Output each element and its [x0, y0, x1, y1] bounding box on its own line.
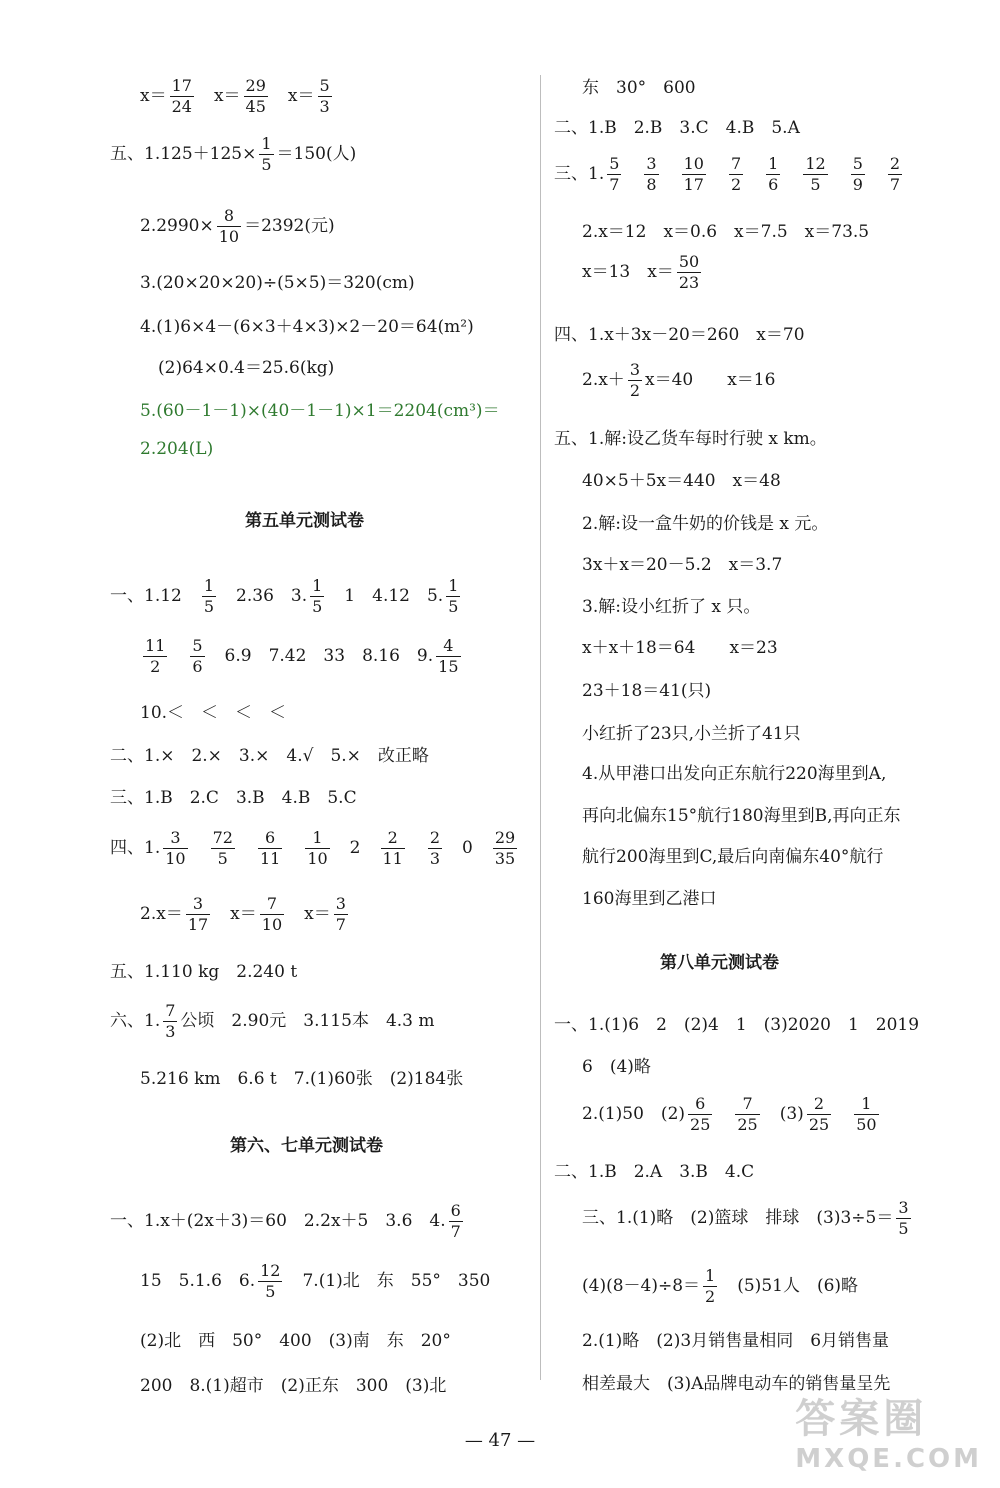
answer-line: 2.解:设一盒牛奶的价钱是 x 元。	[582, 514, 829, 534]
fraction-numerator: 4	[436, 638, 460, 657]
fraction	[493, 830, 517, 867]
fraction	[436, 638, 460, 675]
fraction	[143, 638, 167, 675]
fraction-denominator: 3	[165, 1022, 176, 1041]
fraction-numerator: 5	[852, 154, 863, 173]
answer-line: 一、1.(1)6 2 (2)4 1 (3)2020 1 2019	[554, 1015, 920, 1035]
answer-line: 5.(60－1－1)×(40－1－1)×1＝2204(cm³)＝	[140, 401, 500, 421]
answer-line: 二、1.B 2.B 3.C 4.B 5.A	[554, 118, 800, 138]
fraction-numerator: 12	[805, 154, 826, 173]
answer-line: 一、1.x＋(2x＋3)＝60 2.2x＋5 3.6 4. $\frac{6}{7}$	[110, 1201, 461, 1241]
column-divider	[540, 75, 541, 1380]
fraction-numerator: 7	[730, 154, 742, 173]
fraction-denominator: 2	[150, 657, 161, 676]
answer-line: 3x＋x＝20－5.2 x＝3.7	[582, 555, 783, 575]
fraction-denominator: 17	[187, 915, 209, 934]
fraction	[735, 1096, 759, 1133]
answer-line: 10.＜ ＜ ＜ ＜	[140, 703, 287, 723]
fraction	[260, 896, 284, 933]
fraction	[851, 156, 865, 193]
answer-line: $\frac{11}{2}$ $\frac{5}{6}$ 6.9 7.42 33 8.16 9. $\frac{4}{15}$	[145, 636, 459, 676]
fraction	[803, 156, 827, 193]
fraction-numerator: 10	[683, 154, 704, 173]
fraction	[186, 896, 210, 933]
fraction-denominator: 5	[312, 597, 323, 616]
fraction	[318, 78, 332, 115]
fraction-denominator: 5	[448, 597, 459, 616]
fraction-denominator: 5	[810, 175, 821, 194]
answer-line: 一、1.12 $\frac{1}{5}$ 2.36 3. $\frac{1}{5}$ 1 4.12 5. $\frac{1}{5}$	[110, 576, 459, 616]
fraction-denominator: 10	[165, 849, 186, 868]
fraction-numerator: 3	[163, 830, 187, 849]
section-heading: 第六、七单元测试卷	[230, 1136, 383, 1156]
fraction-denominator: 10	[261, 915, 283, 934]
fraction-denominator: 35	[494, 849, 516, 868]
fraction-numerator: 3	[186, 896, 210, 915]
answer-line: 二、1.B 2.A 3.B 4.C	[554, 1162, 755, 1182]
fraction-numerator: 2	[381, 830, 405, 849]
answer-line: 2.(1)略 (2)3月销售量相同 6月销售量	[582, 1331, 890, 1351]
answer-line: (2)64×0.4＝25.6(kg)	[158, 358, 335, 378]
answer-line: 2.x＋ $\frac{3}{2}$ x＝40 x＝16	[582, 360, 776, 400]
fraction-denominator: 5	[217, 849, 228, 868]
fraction	[381, 830, 405, 867]
fraction-denominator: 6	[768, 175, 779, 194]
answer-line: 相差最大 (3)A品牌电动车的销售量呈先	[582, 1374, 891, 1394]
fraction-numerator: 3	[335, 894, 346, 913]
answer-line: 二、1.× 2.× 3.× 4.√ 5.× 改正略	[110, 746, 429, 766]
fraction	[677, 254, 701, 291]
fraction-numerator: 2	[429, 828, 441, 847]
fraction-denominator: 5	[265, 1282, 276, 1301]
answer-line: 2.204(L)	[140, 439, 214, 459]
answer-line: 6 (4)略	[582, 1057, 651, 1077]
fraction	[888, 156, 902, 193]
fraction-denominator: 5	[261, 155, 272, 174]
fraction	[244, 78, 268, 115]
fraction	[644, 156, 658, 193]
answer-line: 小红折了23只,小兰折了41只	[582, 724, 801, 744]
fraction-numerator: 5	[609, 154, 620, 173]
fraction	[607, 156, 621, 193]
fraction-denominator: 7	[335, 915, 346, 934]
answer-line: 五、1.110 kg 2.240 t	[110, 962, 298, 982]
fraction	[896, 1200, 910, 1237]
fraction-numerator: 6	[688, 1096, 712, 1115]
answer-line: 200 8.(1)超市 (2)正东 300 (3)北	[140, 1376, 447, 1396]
fraction	[729, 156, 743, 193]
fraction-numerator: 7	[735, 1096, 759, 1115]
fraction-numerator: 3	[629, 360, 640, 379]
fraction	[449, 1203, 463, 1240]
fraction-denominator: 5	[203, 597, 215, 616]
fraction-denominator: 25	[808, 1115, 830, 1134]
fraction-numerator: 1	[261, 134, 272, 153]
fraction	[211, 830, 235, 867]
answer-line: 三、1.(1)略 (2)篮球 排球 (3)3÷5＝ $\frac{3}{5}$	[582, 1198, 909, 1238]
answer-line: 23＋18＝41(只)	[582, 681, 712, 701]
fraction	[428, 830, 442, 867]
answer-line: 四、1. $\frac{3}{10}$ $\frac{72}{5}$ $\frac{6}{11}$ $\frac{1}{10}$ 2 $\frac{2}{11}$ $\frac{2}{3}$ 0 $\frac{29}{35}$	[110, 828, 516, 868]
fraction-denominator: 6	[192, 657, 203, 676]
answer-line: 五、1.解:设乙货车每时行驶 x km。	[554, 429, 827, 449]
fraction-denominator: 9	[852, 175, 863, 194]
fraction-numerator: 12	[260, 1261, 281, 1280]
fraction-numerator: 8	[217, 208, 241, 227]
fraction-numerator: 2	[889, 154, 901, 173]
fraction-denominator: 11	[382, 849, 403, 868]
answer-line: 六、1. $\frac{7}{3}$ 公顷 2.90元 3.115本 4.3 m	[110, 1001, 435, 1041]
fraction-numerator: 29	[245, 76, 266, 95]
fraction	[163, 1003, 177, 1040]
fraction-numerator: 1	[448, 576, 459, 595]
fraction-denominator: 24	[171, 97, 192, 116]
fraction-denominator: 15	[438, 657, 459, 676]
answer-line: 再向北偏东15°航行180海里到B,再向正东	[582, 806, 901, 826]
fraction-numerator: 3	[898, 1198, 909, 1217]
answer-line: 4.从甲港口出发向正东航行220海里到A,	[582, 764, 887, 784]
answer-line: 2.x＝12 x＝0.6 x＝7.5 x＝73.5	[582, 222, 870, 242]
page-number: — 47 —	[464, 1430, 536, 1451]
fraction	[854, 1096, 878, 1133]
fraction-numerator: 7	[165, 1001, 176, 1020]
answer-line: 东 30° 600	[582, 78, 696, 98]
fraction	[682, 156, 706, 193]
fraction	[703, 1268, 717, 1305]
watermark-title: 答案圈	[795, 1396, 928, 1442]
fraction-numerator: 1	[705, 1266, 716, 1285]
answer-line: 三、1.B 2.C 3.B 4.B 5.C	[110, 788, 357, 808]
section-heading: 第五单元测试卷	[245, 511, 364, 531]
answer-line: 2.2990× $\frac{8}{10}$ ＝2392(元)	[140, 206, 335, 246]
fraction	[190, 638, 204, 675]
fraction-denominator: 7	[450, 1222, 461, 1241]
fraction-numerator: 1	[203, 576, 215, 595]
fraction-numerator: 7	[260, 896, 284, 915]
section-heading: 第八单元测试卷	[660, 953, 779, 973]
fraction-numerator: 1	[312, 576, 323, 595]
answer-line: 15 5.1.6 6. $\frac{12}{5}$ 7.(1)北 东 55° 350	[140, 1261, 491, 1301]
fraction-numerator: 3	[646, 154, 657, 173]
answer-line: 2.(1)50 (2) $\frac{6}{25}$ $\frac{7}{25}$ (3) $\frac{2}{25}$ $\frac{1}{50}$	[582, 1094, 877, 1134]
fraction-denominator: 25	[737, 1115, 758, 1134]
fraction-denominator: 11	[259, 849, 281, 868]
fraction-denominator: 25	[690, 1115, 711, 1134]
fraction	[202, 578, 216, 615]
answer-line: 4.(1)6×4－(6×3＋4×3)×2－20＝64(m²)	[140, 317, 474, 337]
fraction-denominator: 3	[319, 97, 330, 116]
fraction-numerator: 6	[258, 830, 282, 849]
answer-line: x＝13 x＝ $\frac{50}{23}$	[582, 252, 700, 292]
answer-line: 五、1.125＋125× $\frac{1}{5}$ ＝150(人)	[110, 134, 357, 174]
fraction-denominator: 5	[898, 1219, 909, 1238]
answer-line: (4)(8－4)÷8＝ $\frac{1}{2}$ (5)51人 (6)略	[582, 1266, 859, 1306]
fraction-numerator: 11	[145, 636, 166, 655]
fraction-numerator: 6	[450, 1201, 461, 1220]
fraction	[259, 136, 273, 173]
fraction-numerator: 2	[807, 1096, 831, 1115]
fraction-numerator: 29	[494, 828, 516, 847]
fraction	[305, 830, 329, 867]
fraction-numerator: 5	[192, 636, 203, 655]
fraction-numerator: 72	[212, 828, 233, 847]
fraction	[766, 156, 780, 193]
fraction	[334, 896, 348, 933]
fraction-numerator: 1	[768, 154, 779, 173]
fraction	[258, 1263, 282, 1300]
watermark-logo	[795, 1387, 982, 1474]
fraction	[628, 362, 642, 399]
answer-line: 3.解:设小红折了 x 只。	[582, 597, 761, 617]
answer-line: 三、1. $\frac{5}{7}$ $\frac{3}{8}$ $\frac{10}{17}$ $\frac{7}{2}$ $\frac{1}{6}$ $\frac{12}{5}$ $\frac{5}{9}$ $\frac{2}{7}$	[554, 154, 901, 194]
answer-line: 160海里到乙港口	[582, 889, 717, 909]
fraction	[217, 208, 241, 245]
fraction	[807, 1096, 831, 1133]
fraction-denominator: 8	[646, 175, 657, 194]
answer-line: 3.(20×20×20)÷(5×5)＝320(cm)	[140, 273, 415, 293]
answer-line: 5.216 km 6.6 t 7.(1)60张 (2)184张	[140, 1069, 464, 1089]
fraction-denominator: 2	[629, 381, 640, 400]
fraction-denominator: 10	[218, 227, 240, 246]
fraction	[258, 830, 282, 867]
fraction	[170, 78, 194, 115]
fraction	[688, 1096, 712, 1133]
fraction	[163, 830, 187, 867]
fraction-numerator: 5	[319, 76, 330, 95]
fraction-numerator: 50	[678, 252, 700, 271]
fraction-denominator: 3	[429, 849, 441, 868]
answer-line: 航行200海里到C,最后向南偏东40°航行	[582, 847, 884, 867]
fraction-numerator: 1	[305, 830, 329, 849]
answer-line: 40×5＋5x＝440 x＝48	[582, 471, 781, 491]
fraction-denominator: 7	[889, 175, 901, 194]
fraction-denominator: 23	[678, 273, 700, 292]
answer-line: x＝ $\frac{17}{24}$ x＝ $\frac{29}{45}$ x＝ $\frac{5}{3}$	[140, 76, 330, 116]
fraction	[310, 578, 324, 615]
fraction	[446, 578, 460, 615]
answer-line: (2)北 西 50° 400 (3)南 东 20°	[140, 1331, 451, 1351]
fraction-denominator: 2	[705, 1287, 716, 1306]
answer-line: 四、1.x＋3x－20＝260 x＝70	[554, 325, 805, 345]
answer-line: x＋x＋18＝64 x＝23	[582, 638, 778, 658]
answer-line: 2.x＝ $\frac{3}{17}$ x＝ $\frac{7}{10}$ x＝ $\frac{3}{7}$	[140, 894, 346, 934]
fraction-denominator: 10	[307, 849, 328, 868]
fraction-denominator: 50	[856, 1115, 877, 1134]
watermark-url: MXQE.COM	[795, 1444, 982, 1474]
fraction-denominator: 17	[683, 175, 704, 194]
fraction-denominator: 2	[730, 175, 742, 194]
fraction-denominator: 7	[609, 175, 620, 194]
fraction-numerator: 1	[854, 1096, 878, 1115]
fraction-numerator: 17	[171, 76, 192, 95]
fraction-denominator: 45	[245, 97, 266, 116]
